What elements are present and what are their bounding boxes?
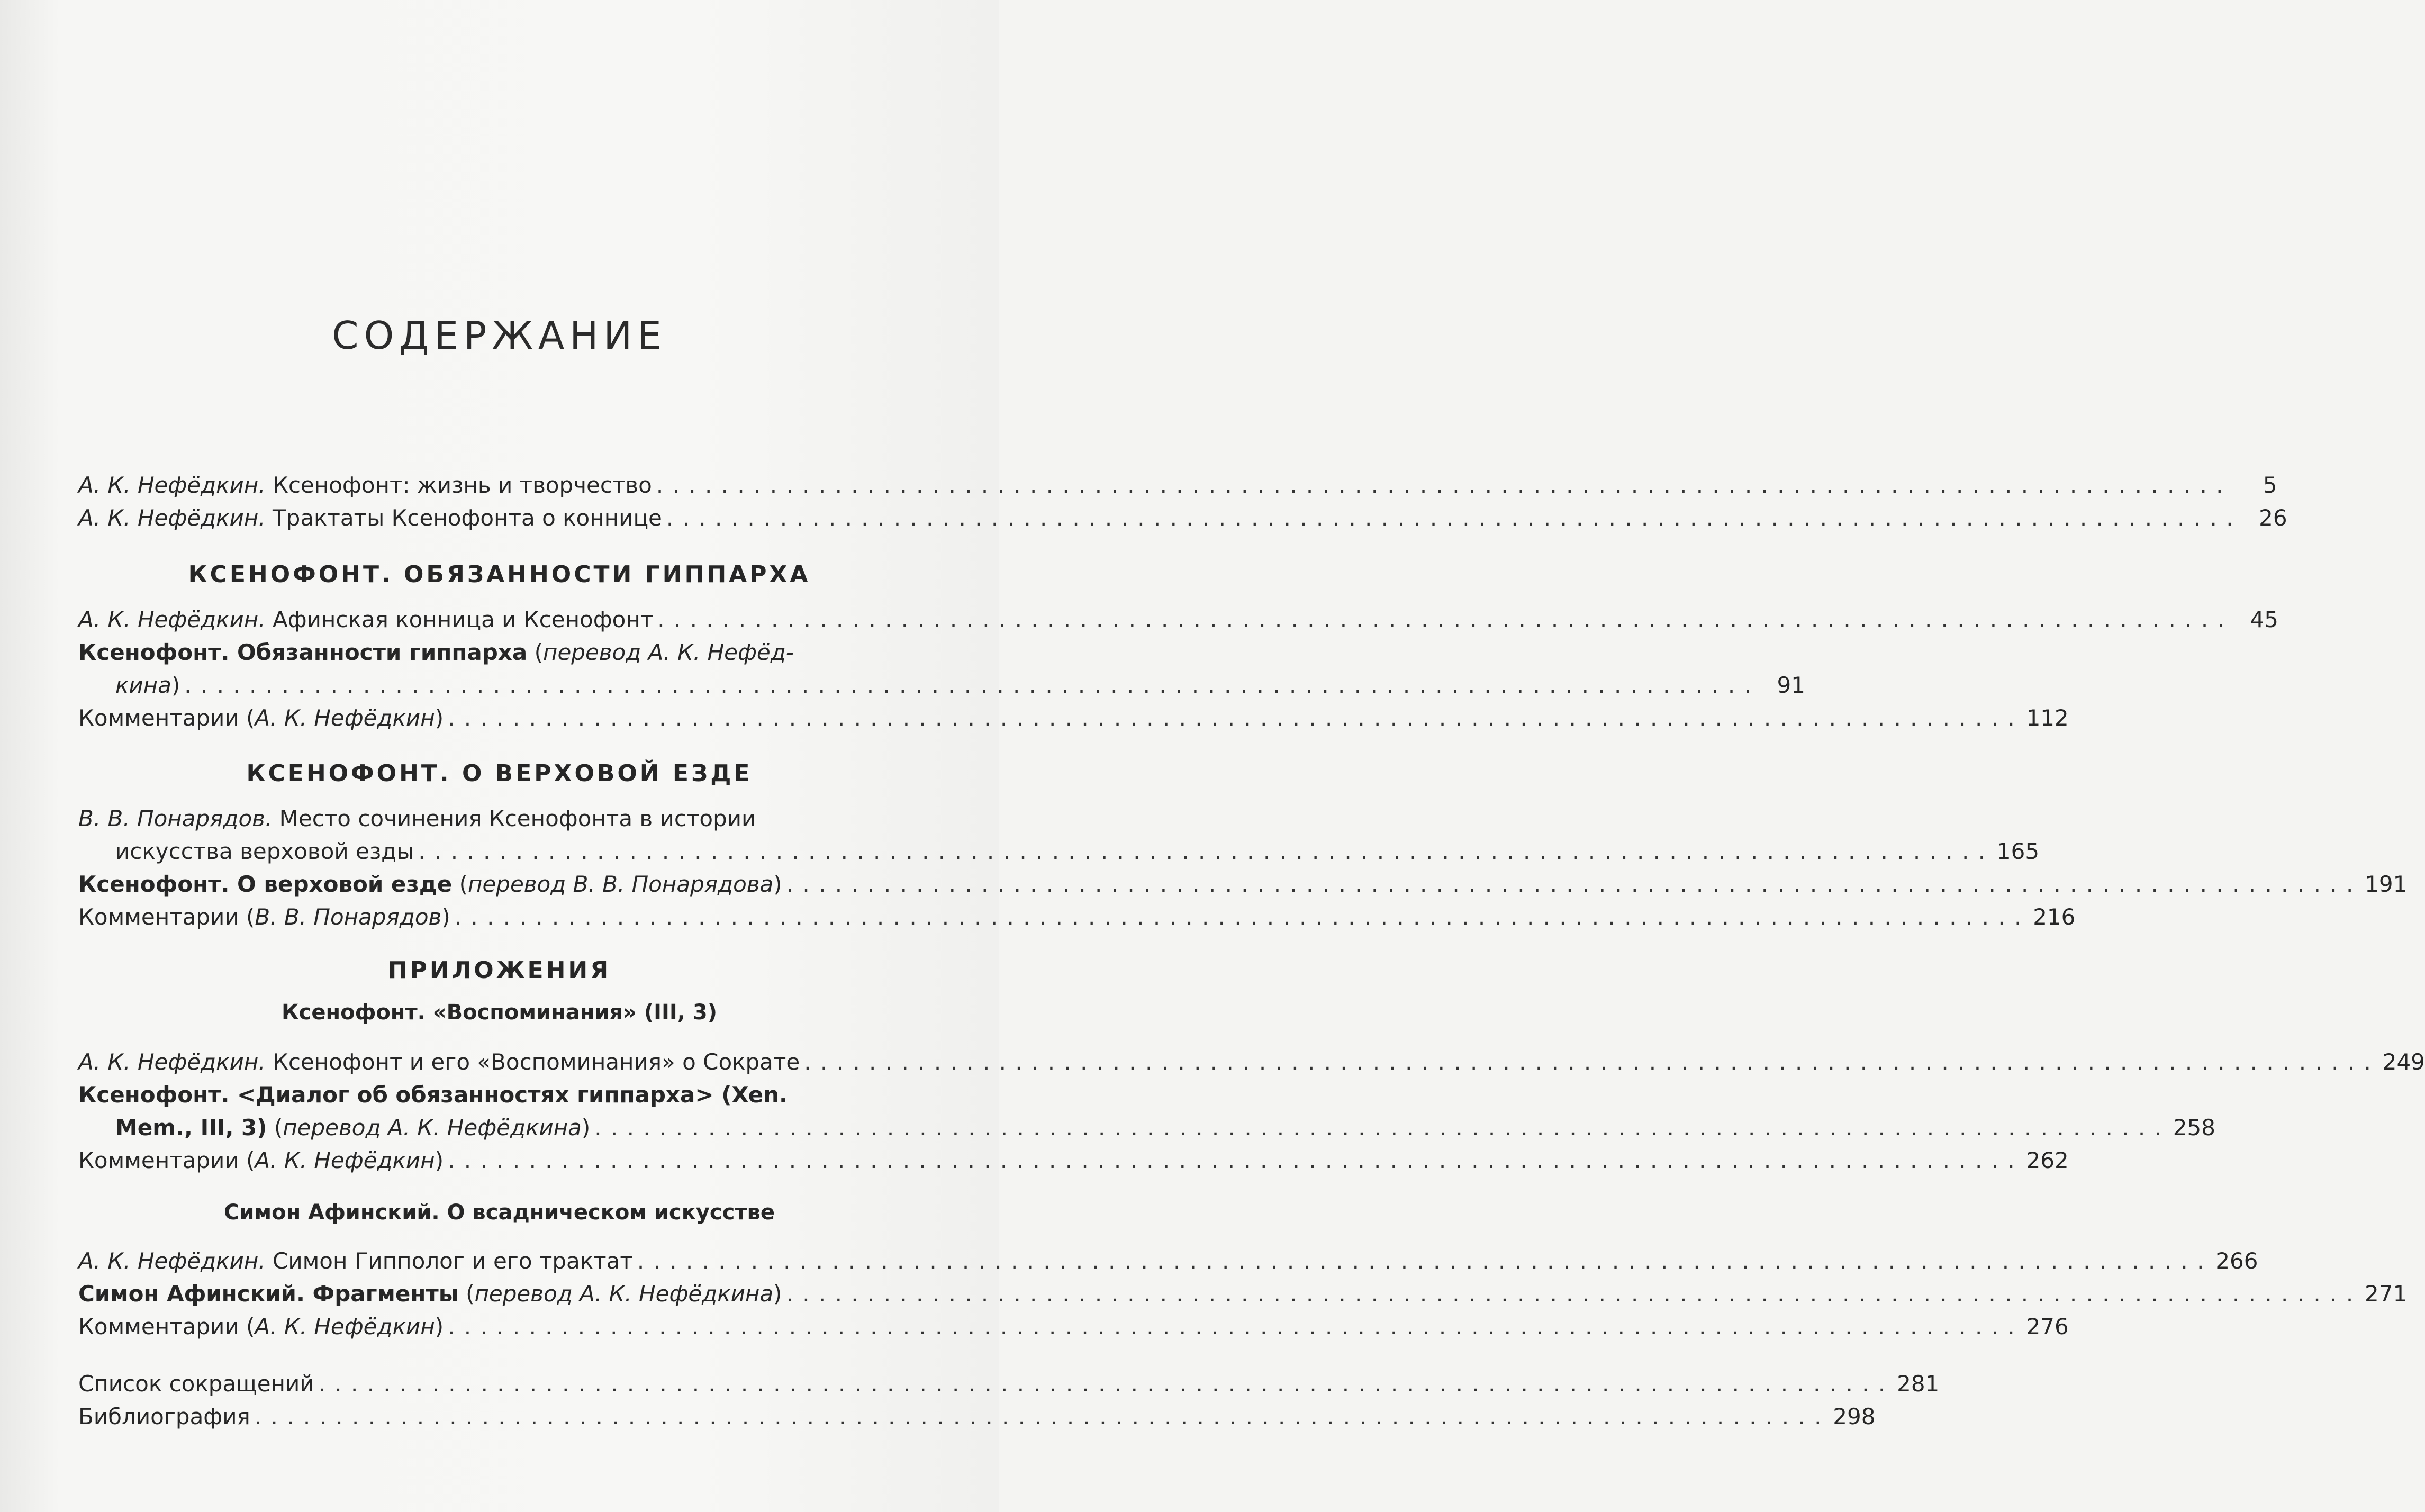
section-heading: КСЕНОФОНТ. ОБЯЗАННОСТИ ГИППАРХА (188, 561, 811, 588)
entry-label: Комментарии (78, 1314, 239, 1339)
toc-entry[interactable] (78, 1079, 2215, 1144)
page-number: 5 (2263, 472, 2277, 498)
entry-work-title: Ксенофонт. О верховой езде (78, 871, 453, 897)
entry-author: А. К. Нефёдкин. (78, 1049, 266, 1075)
entry-label: Список сокращений (78, 1371, 314, 1397)
entry-title: Трактаты Ксенофонта о коннице (273, 505, 662, 531)
toc-entry[interactable] (78, 502, 2287, 535)
page-number: 262 (2026, 1147, 2069, 1173)
paren-open: ( (459, 871, 468, 897)
page-number: 266 (2215, 1248, 2258, 1274)
paren-close: ) (773, 871, 782, 897)
commentator: А. К. Нефёдкин (255, 1314, 435, 1339)
page-number: 112 (2026, 705, 2069, 731)
dot-leader: . . . . . . . . . . . . . . . . . . . . . . . . . . . . . . . . . . . . . . . . . . . . . . . . . . . . . . . . . . . . . . . . . . . . . . . . . . . . . . . . . . . . . . . . . . . . . . . . . (804, 1049, 2372, 1075)
page-number: 165 (1996, 838, 2040, 864)
commentator: А. К. Нефёдкин (255, 705, 435, 731)
dot-leader: . . . . . . . . . . . . . . . . . . . . . . . . . . . . . . . . . . . . . . . . . . . . . . . . . . . . . . . . . . . . . . . . . . . . . . . . . . . . . . . . . . . . . . . . . . . . . . . . . (656, 472, 2224, 498)
page-number: 258 (2173, 1115, 2215, 1140)
toc-entry[interactable] (78, 702, 2069, 735)
paren-open: ( (246, 1314, 255, 1339)
paren-open: ( (246, 1147, 255, 1173)
paren-close: ) (581, 1115, 591, 1140)
entry-label: Библиография (78, 1404, 250, 1429)
toc-entry[interactable] (78, 1400, 1876, 1433)
paren-open: ( (246, 904, 255, 930)
entry-author: А. К. Нефёдкин. (78, 1248, 266, 1274)
page-number: 45 (2250, 606, 2278, 632)
subsection-heading: Ксенофонт. «Воспоминания» (III, 3) (281, 1000, 718, 1025)
toc-entry[interactable] (78, 1310, 2069, 1343)
entry-title: Место сочинения Ксенофонта в истории (279, 805, 756, 831)
dot-leader: . . . . . . . . . . . . . . . . . . . . . . . . . . . . . . . . . . . . . . . . . . . . . . . . . . . . . . . . . . . . . . . . . . . . . . . . . . . . . . . . . . . . . . . . . . . . . . . . . (184, 672, 1752, 698)
entry-author: В. В. Понарядов. (78, 805, 273, 831)
paren-close: ) (435, 705, 444, 731)
paren-open: ( (274, 1115, 283, 1140)
toc-entry[interactable] (78, 603, 2278, 636)
entry-work-title: Ксенофонт. <Диалог об обязанностях гиппарха> (Xen. (78, 1082, 788, 1108)
toc-entry[interactable] (78, 802, 2040, 868)
entry-title: Ксенофонт: жизнь и творчество (273, 472, 652, 498)
toc-entry[interactable] (78, 1245, 2258, 1278)
entry-work-title-cont: Mem., III, 3) (115, 1115, 267, 1140)
dot-leader: . . . . . . . . . . . . . . . . . . . . . . . . . . . . . . . . . . . . . . . . . . . . . . . . . . . . . . . . . . . . . . . . . . . . . . . . . . . . . . . . . . . . . . . . . . . . . . . . . (786, 871, 2355, 897)
page-number: 276 (2026, 1314, 2069, 1339)
paren-close: ) (441, 904, 450, 930)
paren-open: ( (466, 1281, 475, 1307)
entry-label: Комментарии (78, 1147, 239, 1173)
page-number: 298 (1833, 1404, 1876, 1429)
toc-entry[interactable] (78, 1144, 2069, 1177)
entry-title-cont: искусства верховой езды (115, 838, 414, 864)
commentator: В. В. Понарядов (255, 904, 442, 930)
toc-entry[interactable] (78, 1368, 1940, 1400)
paren-open: ( (246, 705, 255, 731)
entry-author: А. К. Нефёдкин. (78, 472, 266, 498)
translation-note: перевод В. В. Понарядова (467, 871, 774, 897)
paren-close: ) (773, 1281, 782, 1307)
entry-label: Комментарии (78, 705, 239, 731)
page-number: 191 (2365, 871, 2408, 897)
toc-entry[interactable] (78, 469, 2277, 502)
translation-note: перевод А. К. Нефёд- (542, 639, 794, 665)
page-number: 249 (2382, 1049, 2425, 1075)
toc-entry[interactable] (78, 636, 1805, 702)
paren-close: ) (435, 1147, 444, 1173)
paren-open: ( (534, 639, 543, 665)
paren-close: ) (171, 672, 180, 698)
entry-title: Симон Гипполог и его трактат (273, 1248, 633, 1274)
dot-leader: . . . . . . . . . . . . . . . . . . . . . . . . . . . . . . . . . . . . . . . . . . . . . . . . . . . . . . . . . . . . . . . . . . . . . . . . . . . . . . . . . . . . . . . . . . . . . . . . . (657, 606, 2225, 632)
toc-entry[interactable] (78, 1046, 2425, 1079)
paren-close: ) (435, 1314, 444, 1339)
entry-author: А. К. Нефёдкин. (78, 505, 266, 531)
subsection-heading: Симон Афинский. О всадническом искусстве (224, 1200, 775, 1225)
page-number: 26 (2259, 505, 2287, 531)
dot-leader: . . . . . . . . . . . . . . . . . . . . . . . . . . . . . . . . . . . . . . . . . . . . . . . . . . . . . . . . . . . . . . . . . . . . . . . . . . . . . . . . . . . . . . . . . . . . . . . . . (318, 1371, 1887, 1397)
toc-entry[interactable] (78, 868, 2408, 901)
dot-leader: . . . . . . . . . . . . . . . . . . . . . . . . . . . . . . . . . . . . . . . . . . . . . . . . . . . . . . . . . . . . . . . . . . . . . . . . . . . . . . . . . . . . . . . . . . . . . . . . . (448, 705, 2016, 731)
entry-work-title: Ксенофонт. Обязанности гиппарха (78, 639, 528, 665)
section-heading: ПРИЛОЖЕНИЯ (387, 957, 611, 984)
translation-note: перевод А. К. Нефёдкина (474, 1281, 774, 1307)
dot-leader: . . . . . . . . . . . . . . . . . . . . . . . . . . . . . . . . . . . . . . . . . . . . . . . . . . . . . . . . . . . . . . . . . . . . . . . . . . . . . . . . . . . . . . . . . . . . . . . . . (637, 1248, 2205, 1274)
dot-leader: . . . . . . . . . . . . . . . . . . . . . . . . . . . . . . . . . . . . . . . . . . . . . . . . . . . . . . . . . . . . . . . . . . . . . . . . . . . . . . . . . . . . . . . . . . . . . . . . . (666, 505, 2234, 531)
dot-leader: . . . . . . . . . . . . . . . . . . . . . . . . . . . . . . . . . . . . . . . . . . . . . . . . . . . . . . . . . . . . . . . . . . . . . . . . . . . . . . . . . . . . . . . . . . . . . . . . . (594, 1115, 2162, 1140)
dot-leader: . . . . . . . . . . . . . . . . . . . . . . . . . . . . . . . . . . . . . . . . . . . . . . . . . . . . . . . . . . . . . . . . . . . . . . . . . . . . . . . . . . . . . . . . . . . . . . . . . (448, 1147, 2016, 1173)
dot-leader: . . . . . . . . . . . . . . . . . . . . . . . . . . . . . . . . . . . . . . . . . . . . . . . . . . . . . . . . . . . . . . . . . . . . . . . . . . . . . . . . . . . . . . . . . . . . . . . . . (454, 904, 2023, 930)
dot-leader: . . . . . . . . . . . . . . . . . . . . . . . . . . . . . . . . . . . . . . . . . . . . . . . . . . . . . . . . . . . . . . . . . . . . . . . . . . . . . . . . . . . . . . . . . . . . . . . . . (448, 1314, 2016, 1339)
entry-work-title: Симон Афинский. Фрагменты (78, 1281, 459, 1307)
page-title: СОДЕРЖАНИЕ (332, 313, 667, 358)
entry-title: Ксенофонт и его «Воспоминания» о Сократе (273, 1049, 800, 1075)
dot-leader: . . . . . . . . . . . . . . . . . . . . . . . . . . . . . . . . . . . . . . . . . . . . . . . . . . . . . . . . . . . . . . . . . . . . . . . . . . . . . . . . . . . . . . . . . . . . . . . . . (786, 1281, 2355, 1307)
dot-leader: . . . . . . . . . . . . . . . . . . . . . . . . . . . . . . . . . . . . . . . . . . . . . . . . . . . . . . . . . . . . . . . . . . . . . . . . . . . . . . . . . . . . . . . . . . . . . . . . . (254, 1404, 1823, 1429)
translation-note-cont: кина (115, 672, 171, 698)
toc-entry[interactable] (78, 901, 2076, 934)
page-number: 91 (1777, 672, 1805, 698)
dot-leader: . . . . . . . . . . . . . . . . . . . . . . . . . . . . . . . . . . . . . . . . . . . . . . . . . . . . . . . . . . . . . . . . . . . . . . . . . . . . . . . . . . . . . . . . . . . . . . . . . (418, 838, 1987, 864)
entry-author: А. К. Нефёдкин. (78, 606, 266, 632)
entry-label: Комментарии (78, 904, 239, 930)
translation-note: перевод А. К. Нефёдкина (283, 1115, 582, 1140)
page-number: 281 (1897, 1371, 1940, 1397)
section-heading: КСЕНОФОНТ. О ВЕРХОВОЙ ЕЗДЕ (246, 760, 753, 787)
commentator: А. К. Нефёдкин (255, 1147, 435, 1173)
page-number: 216 (2033, 904, 2076, 930)
page-number: 271 (2365, 1281, 2408, 1307)
toc-entry[interactable] (78, 1278, 2408, 1310)
entry-title: Афинская конница и Ксенофонт (273, 606, 654, 632)
